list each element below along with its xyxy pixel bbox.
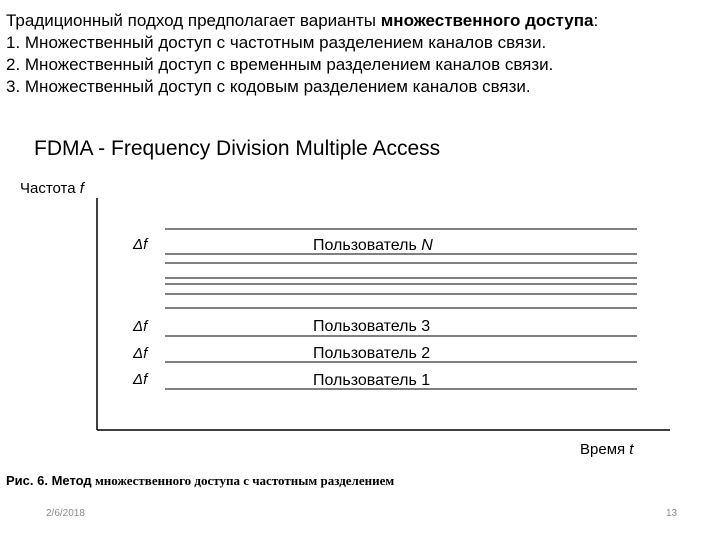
caption-bold: Рис. 6. Метод <box>6 473 92 488</box>
intro-item: 3. Множественный доступ с кодовым разделением каналов связи. <box>6 77 531 96</box>
intro-item: 1. Множественный доступ с частотным разделением каналов связи. <box>6 33 547 52</box>
y-axis-label: Частота f <box>20 180 84 197</box>
intro-suffix: : <box>593 11 599 30</box>
x-axis-label: Время t <box>580 441 634 458</box>
figure-caption <box>6 473 394 489</box>
intro-prefix: Традиционный подход предполагает варианты <box>6 11 381 30</box>
intro-bold-term: множественного доступа <box>380 11 594 30</box>
user-channel-label: Пользователь 2 <box>313 345 431 362</box>
intro-item: 2. Множественный доступ с временным разделением каналов связи. <box>6 55 554 74</box>
delta-f-label: Δf <box>133 345 148 362</box>
user-channel-label: Пользователь 1 <box>313 372 431 389</box>
user-channel-label: Пользователь 3 <box>313 318 431 335</box>
page-number: 13 <box>666 508 678 519</box>
footer-date: 2/6/2018 <box>46 508 85 519</box>
user-channel-label: Пользователь N <box>313 237 433 254</box>
delta-f-label: Δf <box>133 371 148 388</box>
delta-f-label: Δf <box>133 236 148 253</box>
slide-subtitle: FDMA - Frequency Division Multiple Access <box>34 137 441 160</box>
caption-text: множественного доступа с частотным разделением <box>91 473 395 488</box>
delta-f-label: Δf <box>133 318 148 335</box>
